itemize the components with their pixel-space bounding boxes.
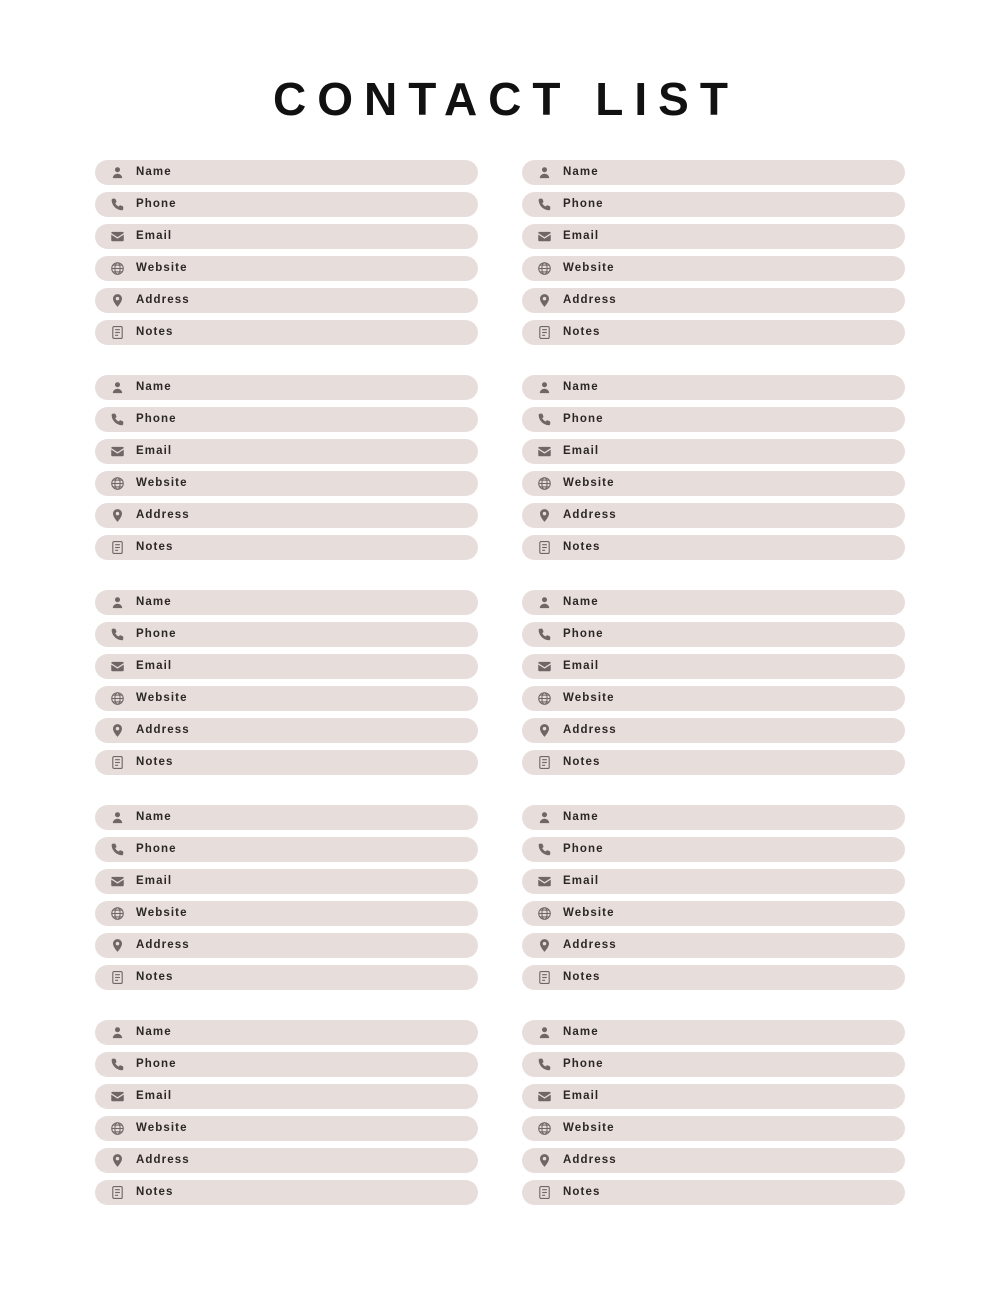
contact-field-address[interactable]	[522, 503, 905, 528]
notes-icon	[536, 540, 552, 556]
contact-field-name[interactable]	[95, 805, 478, 830]
person-icon	[536, 595, 552, 611]
contact-field-label: Name	[136, 810, 172, 823]
contact-field-name[interactable]	[95, 1020, 478, 1045]
map-pin-icon	[109, 508, 125, 524]
contact-field-label: Website	[136, 476, 188, 489]
contact-field-label: Notes	[136, 540, 174, 553]
contact-field-notes[interactable]	[522, 535, 905, 560]
contact-field-label: Notes	[136, 325, 174, 338]
globe-icon	[536, 691, 552, 707]
contact-field-label: Email	[136, 659, 173, 672]
contact-field-label: Notes	[136, 970, 174, 983]
contact-card	[522, 375, 905, 567]
envelope-icon	[536, 1089, 552, 1105]
globe-icon	[109, 476, 125, 492]
phone-icon	[109, 197, 125, 213]
contact-field-label: Address	[136, 1153, 190, 1166]
contact-field-name[interactable]	[522, 590, 905, 615]
contact-card	[522, 590, 905, 782]
person-icon	[109, 1025, 125, 1041]
notes-icon	[536, 755, 552, 771]
contact-field-label: Phone	[563, 197, 604, 210]
contact-field-label: Notes	[136, 1185, 174, 1198]
person-icon	[536, 165, 552, 181]
contact-field-name[interactable]	[95, 375, 478, 400]
contact-field-phone[interactable]	[95, 837, 478, 862]
phone-icon	[536, 1057, 552, 1073]
contact-field-address[interactable]	[522, 718, 905, 743]
notes-icon	[536, 325, 552, 341]
envelope-icon	[536, 659, 552, 675]
person-icon	[536, 380, 552, 396]
contact-field-label: Name	[563, 595, 599, 608]
contact-field-notes[interactable]	[95, 1180, 478, 1205]
contact-field-name[interactable]	[95, 590, 478, 615]
contact-field-label: Website	[136, 261, 188, 274]
contact-field-label: Email	[136, 1089, 173, 1102]
contact-card	[522, 1020, 905, 1212]
contact-field-website[interactable]	[95, 256, 478, 281]
map-pin-icon	[109, 938, 125, 954]
contact-field-label: Notes	[136, 755, 174, 768]
contact-field-label: Website	[563, 261, 615, 274]
contact-field-address[interactable]	[522, 933, 905, 958]
contact-field-email[interactable]	[522, 869, 905, 894]
contact-field-label: Name	[563, 165, 599, 178]
contact-field-notes[interactable]	[95, 750, 478, 775]
contact-field-phone[interactable]	[522, 192, 905, 217]
contact-field-phone[interactable]	[95, 1052, 478, 1077]
globe-icon	[536, 476, 552, 492]
contact-field-label: Name	[563, 810, 599, 823]
contact-field-website[interactable]	[95, 471, 478, 496]
contact-field-website[interactable]	[522, 1116, 905, 1141]
contact-field-label: Website	[136, 691, 188, 704]
notes-icon	[109, 1185, 125, 1201]
globe-icon	[109, 691, 125, 707]
contact-field-label: Phone	[136, 197, 177, 210]
contact-field-label: Phone	[136, 412, 177, 425]
contact-field-label: Website	[563, 906, 615, 919]
map-pin-icon	[536, 508, 552, 524]
envelope-icon	[536, 229, 552, 245]
contact-field-label: Phone	[136, 627, 177, 640]
contact-field-label: Email	[563, 444, 600, 457]
contact-field-label: Address	[563, 723, 617, 736]
map-pin-icon	[536, 723, 552, 739]
contact-field-label: Phone	[563, 1057, 604, 1070]
contact-field-label: Website	[136, 906, 188, 919]
contact-field-address[interactable]	[95, 288, 478, 313]
contact-field-label: Email	[136, 444, 173, 457]
globe-icon	[536, 1121, 552, 1137]
contact-field-label: Phone	[563, 412, 604, 425]
contact-field-label: Notes	[563, 325, 601, 338]
contact-field-website[interactable]	[522, 256, 905, 281]
phone-icon	[109, 1057, 125, 1073]
envelope-icon	[109, 444, 125, 460]
contact-field-email[interactable]	[522, 439, 905, 464]
map-pin-icon	[109, 293, 125, 309]
contact-field-label: Website	[563, 476, 615, 489]
notes-icon	[536, 970, 552, 986]
contact-field-label: Email	[563, 1089, 600, 1102]
contact-field-label: Address	[563, 938, 617, 951]
contact-field-address[interactable]	[95, 933, 478, 958]
contact-field-address[interactable]	[95, 503, 478, 528]
notes-icon	[536, 1185, 552, 1201]
contact-field-label: Name	[136, 1025, 172, 1038]
contact-field-label: Address	[563, 1153, 617, 1166]
map-pin-icon	[109, 1153, 125, 1169]
contact-field-label: Name	[563, 1025, 599, 1038]
contact-field-phone[interactable]	[522, 407, 905, 432]
contact-field-label: Website	[563, 691, 615, 704]
contact-field-notes[interactable]	[522, 320, 905, 345]
contact-field-notes[interactable]	[95, 535, 478, 560]
page-title: CONTACT LIST	[273, 73, 739, 125]
globe-icon	[109, 906, 125, 922]
contact-field-label: Phone	[136, 1057, 177, 1070]
contact-field-label: Address	[136, 723, 190, 736]
contact-field-notes[interactable]	[522, 965, 905, 990]
contact-field-email[interactable]	[522, 654, 905, 679]
contact-field-label: Email	[136, 229, 173, 242]
contact-cards-grid	[0, 160, 1000, 1235]
phone-icon	[109, 842, 125, 858]
contact-field-label: Email	[136, 874, 173, 887]
notes-icon	[109, 970, 125, 986]
person-icon	[109, 380, 125, 396]
contact-field-label: Phone	[563, 842, 604, 855]
contact-card	[522, 805, 905, 997]
contact-field-phone[interactable]	[522, 622, 905, 647]
map-pin-icon	[536, 938, 552, 954]
contact-field-label: Website	[563, 1121, 615, 1134]
globe-icon	[536, 261, 552, 277]
contact-field-notes[interactable]	[522, 750, 905, 775]
person-icon	[536, 810, 552, 826]
contact-field-label: Name	[136, 380, 172, 393]
notes-icon	[109, 325, 125, 341]
globe-icon	[536, 906, 552, 922]
contact-card	[95, 805, 478, 997]
contact-field-name[interactable]	[522, 375, 905, 400]
contact-field-notes[interactable]	[95, 965, 478, 990]
envelope-icon	[109, 229, 125, 245]
contact-field-phone[interactable]	[522, 1052, 905, 1077]
contact-field-label: Email	[563, 229, 600, 242]
contact-field-address[interactable]	[522, 1148, 905, 1173]
globe-icon	[109, 261, 125, 277]
contact-field-label: Phone	[563, 627, 604, 640]
contact-field-label: Notes	[563, 540, 601, 553]
contact-field-email[interactable]	[522, 1084, 905, 1109]
contact-field-website[interactable]	[95, 1116, 478, 1141]
contact-field-label: Notes	[563, 755, 601, 768]
contact-card	[95, 590, 478, 782]
contact-field-name[interactable]	[522, 805, 905, 830]
contact-field-notes[interactable]	[522, 1180, 905, 1205]
person-icon	[109, 595, 125, 611]
contact-field-name[interactable]	[95, 160, 478, 185]
contact-field-label: Address	[136, 508, 190, 521]
phone-icon	[536, 842, 552, 858]
contact-field-address[interactable]	[522, 288, 905, 313]
contact-card	[95, 1020, 478, 1212]
phone-icon	[536, 197, 552, 213]
notes-icon	[109, 540, 125, 556]
contact-field-label: Phone	[136, 842, 177, 855]
phone-icon	[536, 627, 552, 643]
contact-field-label: Website	[136, 1121, 188, 1134]
contact-field-email[interactable]	[95, 654, 478, 679]
contact-field-name[interactable]	[522, 160, 905, 185]
phone-icon	[536, 412, 552, 428]
phone-icon	[109, 627, 125, 643]
contact-field-label: Name	[563, 380, 599, 393]
person-icon	[536, 1025, 552, 1041]
contact-field-label: Notes	[563, 1185, 601, 1198]
contact-field-email[interactable]	[95, 439, 478, 464]
contact-field-phone[interactable]	[95, 192, 478, 217]
contact-field-email[interactable]	[95, 869, 478, 894]
contact-card	[95, 375, 478, 567]
contact-field-phone[interactable]	[95, 407, 478, 432]
contact-field-email[interactable]	[95, 224, 478, 249]
contact-field-label: Notes	[563, 970, 601, 983]
contact-field-phone[interactable]	[522, 837, 905, 862]
contact-field-address[interactable]	[95, 718, 478, 743]
envelope-icon	[536, 444, 552, 460]
contact-field-website[interactable]	[522, 901, 905, 926]
contact-field-label: Address	[563, 508, 617, 521]
envelope-icon	[109, 1089, 125, 1105]
phone-icon	[109, 412, 125, 428]
map-pin-icon	[536, 1153, 552, 1169]
contact-field-address[interactable]	[95, 1148, 478, 1173]
contact-field-website[interactable]	[522, 471, 905, 496]
contact-field-name[interactable]	[522, 1020, 905, 1045]
envelope-icon	[109, 659, 125, 675]
contact-field-phone[interactable]	[95, 622, 478, 647]
contact-field-label: Address	[136, 938, 190, 951]
contact-field-label: Address	[136, 293, 190, 306]
contact-field-website[interactable]	[95, 901, 478, 926]
contact-field-label: Name	[136, 595, 172, 608]
contact-field-website[interactable]	[95, 686, 478, 711]
envelope-icon	[536, 874, 552, 890]
map-pin-icon	[109, 723, 125, 739]
contact-field-label: Email	[563, 874, 600, 887]
contact-field-label: Email	[563, 659, 600, 672]
contact-field-email[interactable]	[522, 224, 905, 249]
contact-field-label: Name	[136, 165, 172, 178]
notes-icon	[109, 755, 125, 771]
map-pin-icon	[536, 293, 552, 309]
contact-card	[522, 160, 905, 352]
contact-field-label: Address	[563, 293, 617, 306]
person-icon	[109, 165, 125, 181]
contact-field-notes[interactable]	[95, 320, 478, 345]
contact-card	[95, 160, 478, 352]
globe-icon	[109, 1121, 125, 1137]
contact-field-email[interactable]	[95, 1084, 478, 1109]
contact-field-website[interactable]	[522, 686, 905, 711]
envelope-icon	[109, 874, 125, 890]
person-icon	[109, 810, 125, 826]
